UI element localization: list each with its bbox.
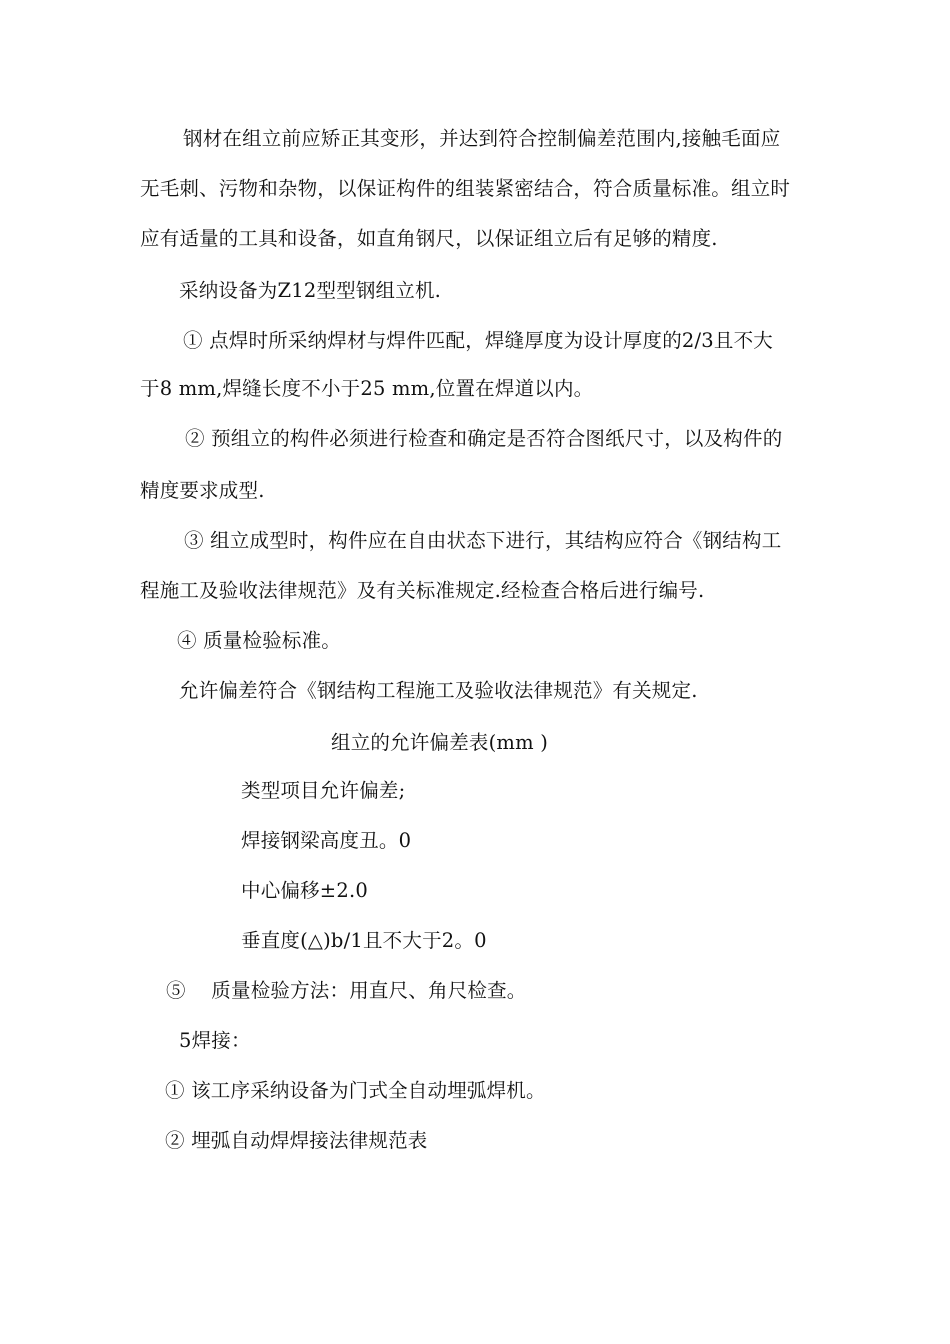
item-3-line-2: 程施工及验收法律规范》及有关标准规定.经检查合格后进行编号.: [140, 579, 705, 602]
table-header-row: 类型项目允许偏差;: [241, 779, 406, 802]
allowance-line: 允许偏差符合《钢结构工程施工及验收法律规范》有关规定.: [179, 679, 698, 702]
item-2-line-1: ② 预组立的构件必须进行检查和确定是否符合图纸尺寸，以及构件的: [185, 427, 783, 450]
item-3-line-1: ③ 组立成型时，构件应在自由状态下进行，其结构应符合《钢结构工: [184, 529, 782, 552]
equipment-line: 采纳设备为Z12型型钢组立机.: [179, 279, 442, 302]
table-row-verticality: 垂直度(△)b/1且不大于2。0: [241, 929, 487, 952]
welding-item-1: ① 该工序采纳设备为门式全自动埋弧焊机。: [165, 1079, 546, 1102]
item-4-line: ④ 质量检验标准。: [177, 629, 341, 652]
table-title: 组立的允许偏差表(mm ): [331, 731, 548, 754]
section-5-heading: 5焊接：: [179, 1029, 251, 1052]
item-2-line-2: 精度要求成型.: [140, 479, 265, 502]
paragraph-line-1: 钢材在组立前应矫正其变形，并达到符合控制偏差范围内,接触毛面应: [183, 127, 781, 150]
table-row-center-offset: 中心偏移±2.0: [241, 879, 368, 902]
paragraph-line-3: 应有适量的工具和设备，如直角钢尺，以保证组立后有足够的精度.: [140, 227, 718, 250]
table-row-height: 焊接钢梁高度丑。0: [241, 829, 412, 852]
item-1-line-1: ① 点焊时所采纳焊材与焊件匹配，焊缝厚度为设计厚度的2/3且不大: [183, 329, 773, 352]
item-5-line: ⑤ 质量检验方法：用直尺、角尺检查。: [166, 979, 527, 1002]
welding-item-2: ② 埋弧自动焊焊接法律规范表: [165, 1129, 428, 1152]
item-1-line-2: 于8 mm,焊缝长度不小于25 mm,位置在焊道以内。: [140, 377, 594, 400]
paragraph-line-2: 无毛刺、污物和杂物，以保证构件的组装紧密结合，符合质量标准。组立时: [140, 177, 791, 200]
